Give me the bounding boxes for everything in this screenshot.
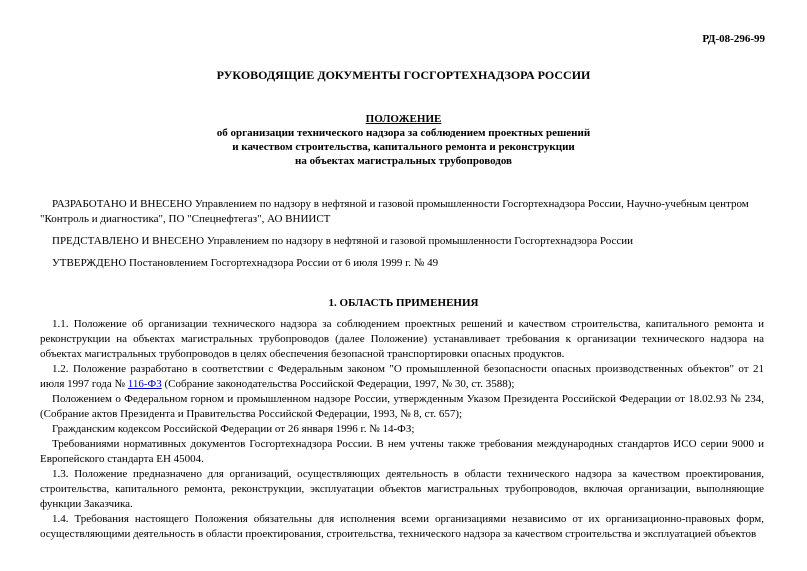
paragraph-1-2-b: Положением о Федеральном горном и промышленном надзоре России, утвержденным Указом Президента Российской Федерации от 18.02.93 № 234, (Собрание актов Президента и Правительства Российской Федерации, 1993, № 8, ст. 657); [40, 393, 764, 420]
title-line-4: на объектах магистральных трубопроводов [295, 155, 512, 167]
presented-paragraph: ПРЕДСТАВЛЕНО И ВНЕСЕНО Управлением по надзору в нефтяной и газовой промышленности Госгортехнадзора России [52, 235, 634, 247]
section-heading: 1. ОБЛАСТЬ ПРИМЕНЕНИЯ [328, 297, 479, 309]
title-line-2: об организации технического надзора за соблюдением проектных решений [216, 127, 591, 139]
title-line-1: ПОЛОЖЕНИЕ [365, 113, 442, 125]
paragraph-1-2-text: 1.2. Положение разработано в соответствии с Федеральным законом "О промышленной безопасности опасных производственных объектов" от 21 июля 1997 года № [40, 363, 764, 390]
paragraph-1-2-c: Гражданским кодексом Российской Федерации от 26 января 1996 г. № 14-ФЗ; [52, 423, 415, 435]
document-title [0, 112, 807, 168]
paragraph-1-2 [40, 362, 764, 392]
developed-paragraph: РАЗРАБОТАНО И ВНЕСЕНО Управлением по надзору в нефтяной и газовой промышленности Госгортехнадзора России, Научно-учебным центром "Контроль и диагностика", ПО "Спецнефтегаз", АО ВНИИСТ [40, 198, 749, 225]
paragraph-1-2-d: Требованиями нормативных документов Госгортехнадзора России. В нем учтены также требования международных стандартов ИСО серии 9000 и Европейского стандарта ЕН 45004. [40, 438, 764, 465]
section-body [40, 317, 764, 542]
paragraph-1-2-tail: (Собрание законодательства Российской Федерации, 1997, № 30, ст. 3588); [161, 378, 515, 390]
law-link[interactable]: 116-ФЗ [127, 378, 162, 390]
org-heading: РУКОВОДЯЩИЕ ДОКУМЕНТЫ ГОСГОРТЕХНАДЗОРА РОССИИ [216, 68, 591, 82]
approved-paragraph: УТВЕРЖДЕНО Постановлением Госгортехнадзора России от 6 июля 1999 г. № 49 [52, 257, 439, 269]
intro-block [40, 197, 762, 278]
paragraph-1-4: 1.4. Требования настоящего Положения обязательны для исполнения всеми организациями независимо от их организационно-правовых форм, осуществляющими деятельность в области проектирования, строительства, технического надзора за качеством строительства и эксплуатацией объектов [40, 513, 764, 540]
paragraph-1-3: 1.3. Положение предназначено для организаций, осуществляющих деятельность в области технического надзора за качеством проектирования, строительства, капитального ремонта, реконструкции, эксплуатации объектов магистральных трубопроводов, включая организации, выполняющие функции Заказчика. [40, 468, 764, 510]
document-code: РД-08-296-99 [702, 33, 765, 45]
title-line-3: и качеством строительства, капитального ремонта и реконструкции [232, 141, 575, 153]
paragraph-1-1: 1.1. Положение об организации технического надзора за соблюдением проектных решений и качеством строительства, капитального ремонта и реконструкции на объектах магистральных трубопроводов (далее Положение) устанавливает требования к организации технического надзора на объектах магистральных трубопроводов в целях обеспечения безопасной транспортировки опасных продуктов. [40, 318, 764, 360]
